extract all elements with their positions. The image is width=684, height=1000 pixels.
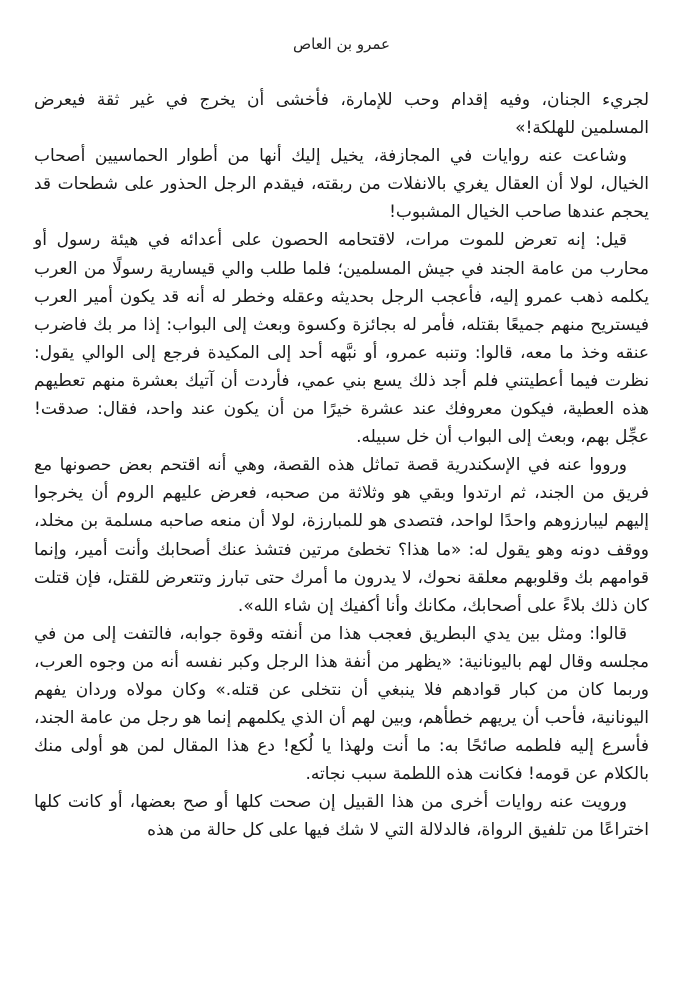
body-text: [34, 86, 649, 845]
paragraph: وشاعت عنه روايات في المجازفة، يخيل إليك أنها من أطوار الحماسيين أصحاب الخيال، لولا أن العقال يغري بالانفلات من ربقته، فيقدم الرجل الحذور على شطحات قد يحجم عندها صاحب الخيال المشبوب!: [34, 146, 649, 223]
paragraph-continuation: لجريء الجنان، وفيه إقدام وحب للإمارة، فأخشى أن يخرج في غير ثقة فيعرض المسلمين للهلكة!»: [34, 90, 649, 139]
paragraph: ورويت عنه روايات أخرى من هذا القبيل إن صحت كلها أو صح بعضها، أو كانت كلها اختراعًا من تلفيق الرواة، فالدلالة التي لا شك فيها على كل حالة من هذه: [34, 792, 649, 841]
book-page: [34, 0, 649, 1000]
running-header: عمرو بن العاص: [293, 35, 390, 53]
paragraph: ورووا عنه في الإسكندرية قصة تماثل هذه القصة، وهي أنه اقتحم بعض حصونها مع فريق من الجند، ثم ارتدوا وبقي هو وثلاثة من صحبه، فعرض عليهم الروم أن يخرجوا إليهم ليبارزوهم واحدًا لواحد، فتصدى هو للمبارزة، لولا أن منعه صاحبه مسلمة بن مخلد، ووقف دونه وهو يقول له: «ما هذا؟ تخطئ مرتين فتشذ عنك أصحابك وأنت أمير، وإنما قوامهم بك وقلوبهم معلقة نحوك، لا يدرون ما أمرك حتى تبارز وتتعرض للقتل، فإن قتلت كان ذلك بلاءً على أصحابك، مكانك وأنا أكفيك إن شاء الله».: [34, 455, 649, 616]
paragraph: قالوا: ومثل بين يدي البطريق فعجب هذا من أنفته وقوة جوابه، فالتفت إلى من في مجلسه وقال لهم باليونانية: «يظهر من أنفة هذا الرجل وكبر نفسه أنه من وجوه العرب، وربما كان من كبار قوادهم فلا ينبغي أن نتخلى عن قتله.» وكان مولاه وردان يفهم اليونانية، فأحب أن يريهم خطأهم، وبين لهم أن الذي يكلمهم إنما هو رجل من عامة الجند، فأسرع إليه فلطمه صائحًا به: ما أنت ولهذا يا لُكع! دع هذا المقال لمن هو أولى منك بالكلام عن قومه! فكانت هذه اللطمة سبب نجاته.: [34, 623, 649, 785]
paragraph: قيل: إنه تعرض للموت مرات، لاقتحامه الحصون على أعدائه في هيئة رسول أو محارب من عامة الجند في جيش المسلمين؛ فلما طلب والي قيسارية رسولًا من العرب يكلمه ذهب عمرو إليه، فأعجب الرجل بحديثه وعقله وخطر له أنه قد يكون أمير العرب فيستريح منهم جميعًا بقتله، فأمر له بجائزة وكسوة وبعث إلى البواب: إذا مر بك فاضرب عنقه وخذ ما معه، قالوا: وتنبه عمرو، أو نبَّهه أحد إلى المكيدة فرجع إلى الوالي يقول: نظرت فيما أعطيتني فلم أجد ذلك يسع بني عمي، فأردت أن آتيك بعشرة منهم تعطيهم هذه العطية، فيكون معروفك عند عشرة خيرًا من أن يكون عند واحد، فقال: صدقت! عجِّل بهم، وبعث إلى البواب أن خل سبيله.: [34, 230, 649, 448]
